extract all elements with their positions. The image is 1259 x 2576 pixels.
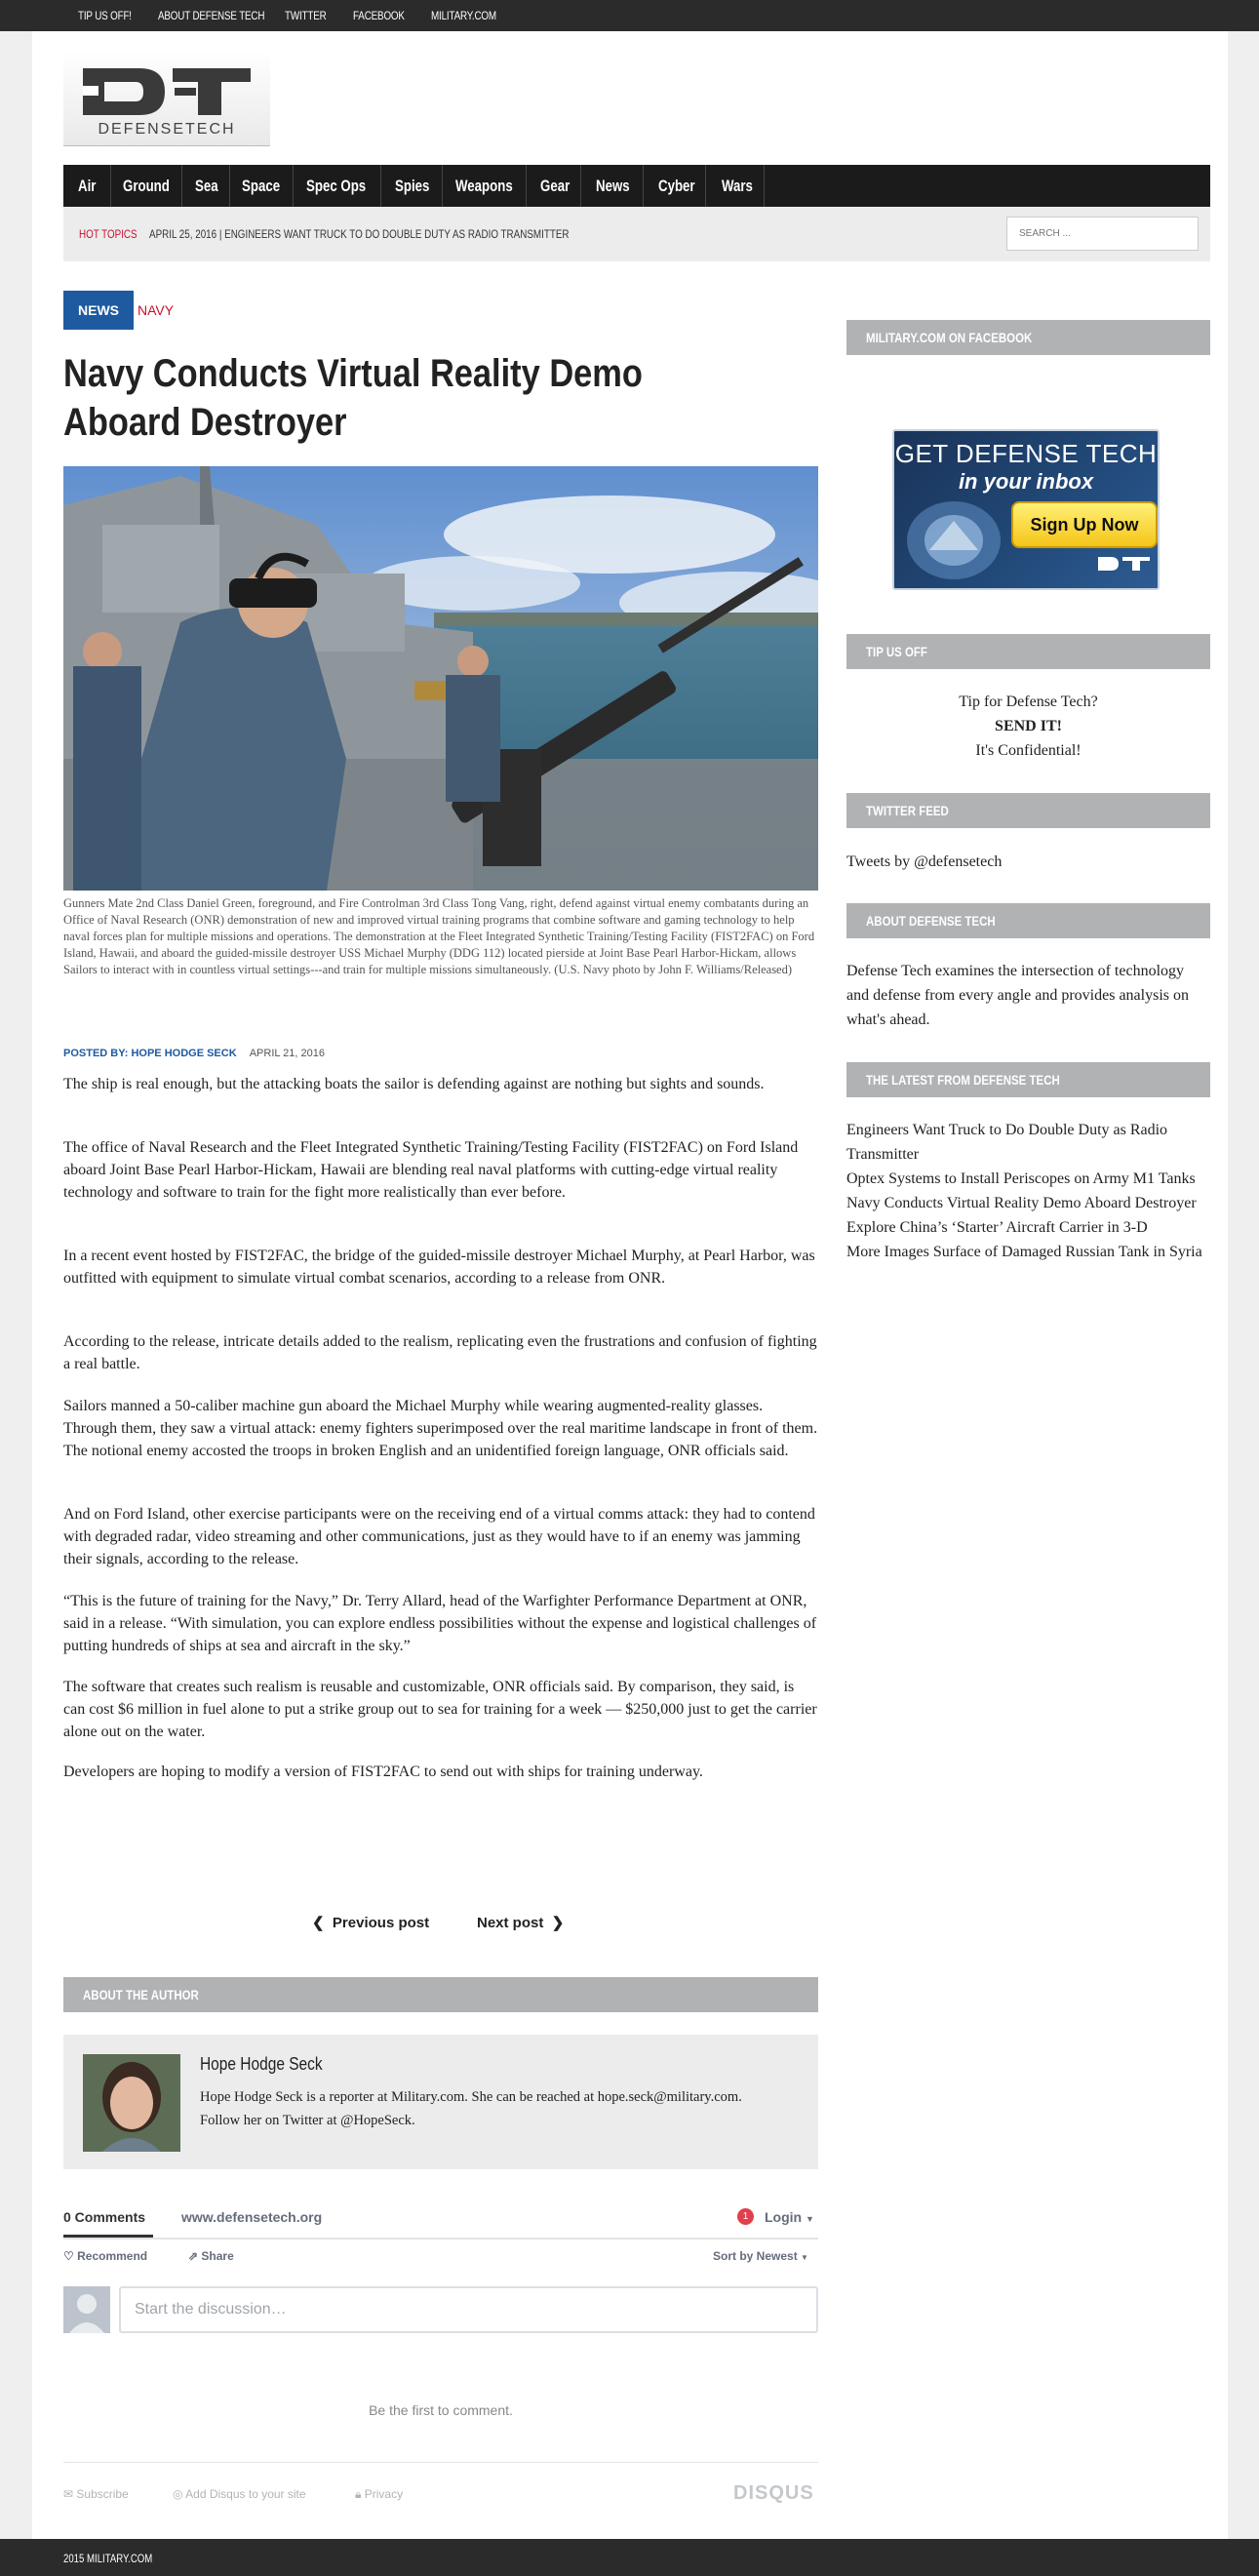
heart-icon: ♡ (63, 2249, 74, 2263)
login-label: Login (765, 2209, 803, 2225)
notification-badge[interactable]: 1 (737, 2208, 754, 2225)
latest-item[interactable]: Navy Conducts Virtual Reality Demo Aboard Destroyer (846, 1195, 1197, 1211)
hero-image (63, 466, 818, 891)
sign-up-button[interactable]: Sign Up Now (1011, 501, 1158, 548)
twitter-link[interactable]: TWITTER (285, 9, 327, 22)
subscribe-link[interactable] (63, 2487, 129, 2501)
twitter-feed-heading: TWITTER FEED (846, 793, 1210, 828)
chevron-left-icon: ❮ (312, 1915, 325, 1931)
sort-label: Sort by Newest (713, 2249, 798, 2263)
about-defense-tech-link[interactable]: ABOUT DEFENSE TECH (158, 9, 265, 22)
disqus-icon: ◎ (173, 2487, 183, 2501)
facebook-heading: MILITARY.COM ON FACEBOOK (846, 320, 1210, 355)
promo-subline: in your inbox (958, 469, 1094, 494)
nav-item-spec-ops[interactable]: Spec Ops (306, 177, 367, 195)
tag-navy[interactable]: NAVY (138, 302, 175, 318)
previous-post-link[interactable] (312, 1914, 429, 1931)
nav-item-space[interactable]: Space (242, 177, 281, 195)
nav-item-news[interactable]: News (596, 177, 630, 195)
share-button[interactable] (188, 2249, 234, 2263)
next-post-link[interactable] (477, 1914, 564, 1931)
hot-topics-bar (63, 207, 1210, 261)
hot-topics-label: HOT TOPICS (79, 227, 138, 241)
dt-logo-icon (1097, 556, 1152, 572)
twitter-feed-link[interactable]: Tweets by @defensetech (846, 853, 1003, 870)
nav-item-sea[interactable]: Sea (195, 177, 218, 195)
divider (63, 2238, 818, 2239)
comment-input[interactable]: Start the discussion… (119, 2286, 818, 2333)
next-post-label: Next post (477, 1915, 544, 1931)
tip-us-off-link[interactable]: TIP US OFF! (78, 9, 132, 22)
author-box (63, 2035, 818, 2169)
nav-item-air[interactable]: Air (78, 177, 97, 195)
lock-icon: 🔒︎ (355, 2487, 362, 2501)
article-paragraph: And on Ford Island, other exercise participants were on the receiving end of a virtual comms attack: they had to contend with degraded radar, video streaming and other communications, just as they would have to if an enemy was jamming their signals, according to the release. (63, 1506, 815, 1567)
subscribe-label: Subscribe (76, 2487, 129, 2501)
latest-item[interactable]: Explore China’s ‘Starter’ Aircraft Carrier in 3-D (846, 1219, 1148, 1236)
logo-text: DEFENSETECH (98, 121, 236, 138)
author-name: Hope Hodge Seck (200, 2054, 323, 2074)
login-button[interactable] (765, 2209, 814, 2225)
divider (63, 2462, 818, 2463)
privacy-label: Privacy (364, 2487, 404, 2501)
confidential-text: It's Confidential! (975, 742, 1082, 759)
add-disqus-label: Add Disqus to your site (185, 2487, 306, 2501)
community-link[interactable]: www.defensetech.org (181, 2209, 323, 2225)
article-paragraph: The ship is real enough, but the attacking boats the sailor is defending against are nothing but sights and sounds. (63, 1076, 765, 1092)
nav-item-ground[interactable]: Ground (123, 177, 170, 195)
add-disqus-link[interactable] (173, 2487, 306, 2501)
disqus-logo[interactable]: DISQUS (733, 2482, 814, 2504)
dt-logo-icon (81, 66, 253, 117)
byline (63, 1048, 325, 1059)
article-paragraph: The software that creates such realism is reusable and customizable, ONR officials said. By comparison, they said, is can cost $6 million in fuel alone to put a strike group out to sea for training for a week — $250,000 just to get the carrier alone out on the water. (63, 1679, 817, 1740)
site-logo[interactable] (63, 51, 270, 146)
latest-heading: THE LATEST FROM DEFENSE TECH (846, 1062, 1210, 1097)
facebook-link[interactable]: FACEBOOK (353, 9, 405, 22)
user-avatar (63, 2286, 110, 2333)
nav-item-spies[interactable]: Spies (395, 177, 430, 195)
recommend-button[interactable] (63, 2249, 147, 2263)
photo-caption: Gunners Mate 2nd Class Daniel Green, foreground, and Fire Controlman 3rd Class Tong Vang, right, defend against virtual enemy combatants during an Office of Naval Research (ONR) demonstration of new and improved virtual training programs that combine software and gaming technology to help naval forces plan for multiple missions and operations. The demonstration at the Fleet Integrated Synthetic Training/Testing Facility (FIST2FAC) on Ford Island, Hawaii, and aboard the guided-missile destroyer USS Michael Murphy (DDG 112) located pierside at Joint Base Pearl Harbor-Hickam, allows Sailors to interact with in countless virtual settings---and train for multiple missions simultaneously. (U.S. Navy photo by John F. Williams/Released) (63, 896, 815, 976)
mail-icon: ✉ (63, 2487, 74, 2501)
copyright-text: 2015 MILITARY.COM (63, 2552, 153, 2565)
article-paragraph: Developers are hoping to modify a version of FIST2FAC to send out with ships for training underway. (63, 1764, 703, 1780)
nav-item-weapons[interactable]: Weapons (455, 177, 513, 195)
nav-item-gear[interactable]: Gear (540, 177, 570, 195)
nav-item-wars[interactable]: Wars (722, 177, 753, 195)
send-it-link[interactable]: SEND IT! (995, 718, 1062, 734)
share-label: Share (201, 2249, 234, 2263)
email-envelope-icon (900, 492, 1007, 589)
about-author-heading: ABOUT THE AUTHOR (63, 1977, 818, 2012)
category-badge-news[interactable]: NEWS (63, 291, 134, 330)
about-defense-tech-heading: ABOUT DEFENSE TECH (846, 903, 1210, 938)
author-avatar (83, 2054, 180, 2152)
author-link[interactable]: POSTED BY: HOPE HODGE SECK (63, 1048, 237, 1059)
promo-headline: GET DEFENSE TECH (894, 439, 1158, 468)
site-footer (0, 2539, 1259, 2576)
tip-us-off-heading: TIP US OFF (846, 634, 1210, 669)
latest-item[interactable]: Optex Systems to Install Periscopes on Army M1 Tanks (846, 1170, 1196, 1187)
article-paragraph: In a recent event hosted by FIST2FAC, the bridge of the guided-missile destroyer Michael Murphy, at Pearl Harbor, was outfitted with equipment to simulate virtual combat scenarios, according to a release from ONR. (63, 1248, 815, 1287)
recommend-label: Recommend (77, 2249, 148, 2263)
article-paragraph: “This is the future of training for the Navy,” Dr. Terry Allard, head of the Warfighter Performance Department at ONR, said in a release. “With simulation, you can explore endless possibilities without the expense and logistical challenges of putting hundreds of ships at sea and aircraft in the sky.” (63, 1593, 817, 1654)
latest-item[interactable]: More Images Surface of Damaged Russian Tank in Syria (846, 1244, 1202, 1260)
article-title: Navy Conducts Virtual Reality Demo Aboard Destroyer (63, 352, 643, 444)
latest-list (846, 1118, 1210, 1264)
chevron-right-icon: ❯ (551, 1915, 565, 1931)
main-nav (63, 165, 1210, 207)
comments-tab[interactable]: 0 Comments (63, 2209, 146, 2225)
top-bar (0, 0, 1259, 31)
article-paragraph: Sailors manned a 50-caliber machine gun aboard the Michael Murphy while wearing augmented-reality glasses. Through them, they saw a virtual attack: enemy fighters superimposed over the real maritime landscape in front of them. The notional enemy accosted the troops in broken English and an unidentified foreign language, ONR officials said. (63, 1398, 818, 1459)
newsletter-promo[interactable] (892, 429, 1160, 590)
author-bio: Hope Hodge Seck is a reporter at Military.com. She can be reached at hope.seck@military.com. Follow her on Twitter at @HopeSeck. (200, 2089, 742, 2128)
no-comments-message: Be the first to comment. (369, 2402, 513, 2418)
privacy-link[interactable] (355, 2487, 403, 2502)
article-paragraph: According to the release, intricate details added to the realism, replicating even the frustrations and confusion of fighting a real battle. (63, 1333, 817, 1372)
share-icon: ⇗ (188, 2249, 199, 2263)
about-defense-tech-text: Defense Tech examines the intersection of technology and defense from every angle and provides analysis on what's ahead. (846, 963, 1189, 1028)
sort-dropdown[interactable] (713, 2249, 808, 2263)
post-date: APRIL 21, 2016 (249, 1048, 325, 1059)
military-com-link[interactable]: MILITARY.COM (431, 9, 496, 22)
hot-topic-link[interactable]: APRIL 25, 2016 | ENGINEERS WANT TRUCK TO DO DOUBLE DUTY AS RADIO TRANSMITTER (149, 227, 570, 241)
search-input[interactable] (1006, 217, 1199, 251)
tip-line: Tip for Defense Tech? (959, 694, 1098, 710)
previous-post-label: Previous post (332, 1915, 430, 1931)
sailor-vr-photo (63, 466, 818, 891)
article-paragraph: The office of Naval Research and the Fleet Integrated Synthetic Training/Testing Facility (FIST2FAC) on Ford Island aboard Joint Base Pearl Harbor-Hickam, Hawaii are blending real naval platforms with cutting-edge virtual reality technology and software to train for the fight more realistically than ever before. (63, 1139, 799, 1201)
chevron-down-icon: ▼ (806, 2214, 814, 2224)
chevron-down-icon: ▼ (801, 2253, 808, 2262)
latest-item[interactable]: Engineers Want Truck to Do Double Duty as Radio Transmitter (846, 1122, 1168, 1163)
nav-item-cyber[interactable]: Cyber (658, 177, 695, 195)
